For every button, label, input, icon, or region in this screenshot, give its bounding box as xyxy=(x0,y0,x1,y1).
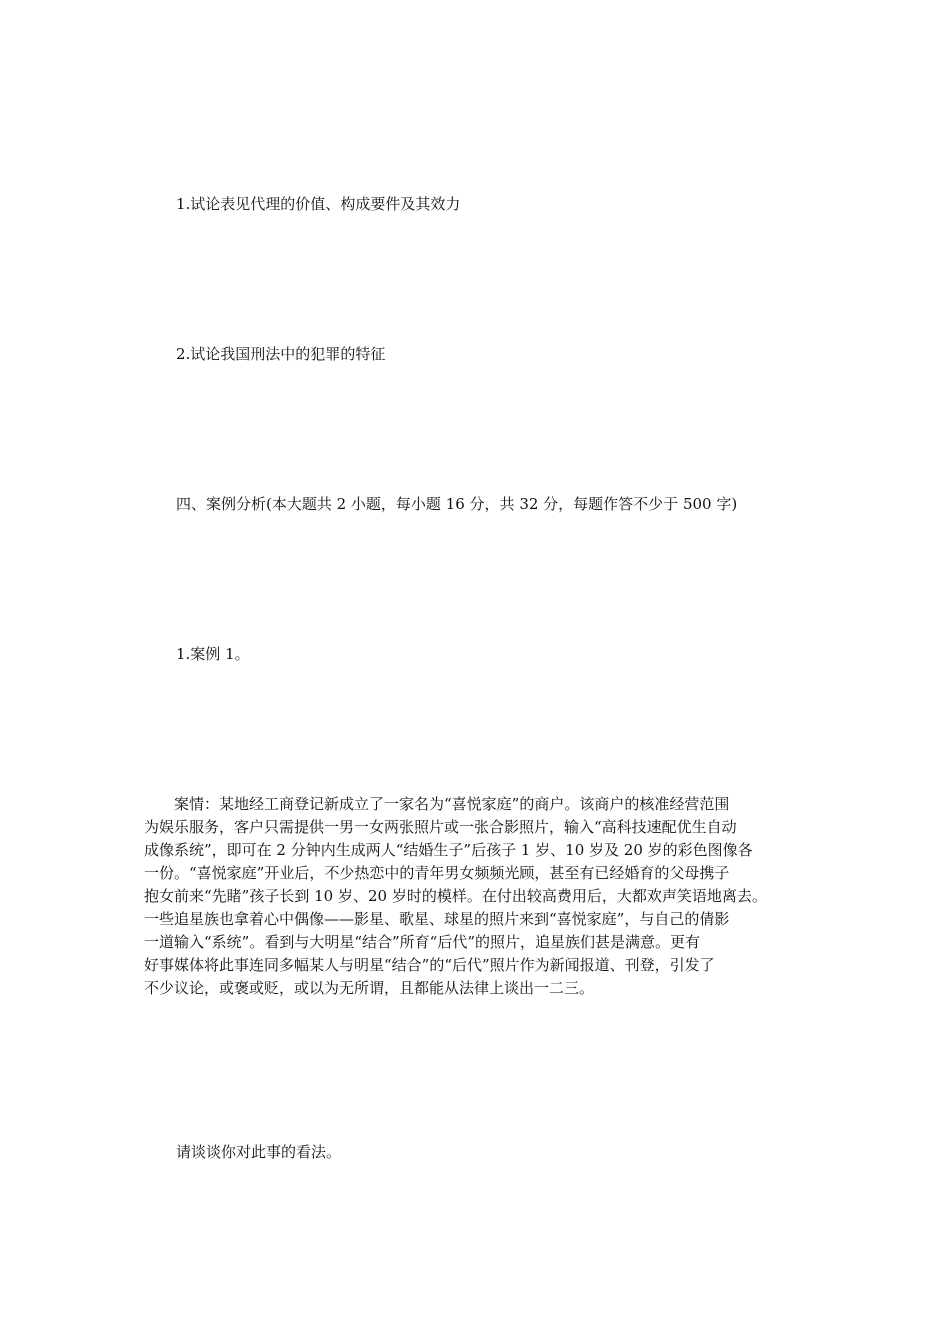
case-line: 成像系统”，即可在 2 分钟内生成两人“结婚生子”后孩子 1 岁、10 岁及 20 岁的彩色图像各 xyxy=(144,841,753,859)
section-heading: 四、案例分析(本大题共 2 小题，每小题 16 分，共 32 分，每题作答不少于 500 字) xyxy=(176,495,738,513)
case-title: 1.案例 1。 xyxy=(176,645,250,663)
case-paragraph xyxy=(144,793,814,1000)
case-line: 不少议论，或褒或贬，或以为无所谓，且都能从法律上谈出一二三。 xyxy=(144,979,595,997)
case-line: 抱女前来“先睹”孩子长到 10 岁、20 岁时的模样。在付出较高费用后，大都欢声笑语地离去。 xyxy=(144,887,767,905)
question-2: 2.试论我国刑法中的犯罪的特征 xyxy=(176,345,386,363)
case-line: 一份。“喜悦家庭”开业后，不少热恋中的青年男女频频光顾，甚至有已经婚育的父母携子 xyxy=(144,864,730,882)
question-1: 1.试论表见代理的价值、构成要件及其效力 xyxy=(176,195,461,213)
case-question: 请谈谈你对此事的看法。 xyxy=(176,1143,342,1161)
case-line: 一些追星族也拿着心中偶像——影星、歌星、球星的照片来到“喜悦家庭”，与自己的倩影 xyxy=(144,910,730,928)
case-line: 好事媒体将此事连同多幅某人与明星“结合”的“后代”照片作为新闻报道、刊登，引发了 xyxy=(144,956,715,974)
case-line: 为娱乐服务，客户只需提供一男一女两张照片或一张合影照片，输入“高科技速配优生自动 xyxy=(144,818,737,836)
case-line: 案情：某地经工商登记新成立了一家名为“喜悦家庭”的商户。该商户的核准经营范围 xyxy=(144,795,730,813)
case-line: 一道输入“系统”。看到与大明星“结合”所育“后代”的照片，追星族们甚是满意。更有 xyxy=(144,933,701,951)
